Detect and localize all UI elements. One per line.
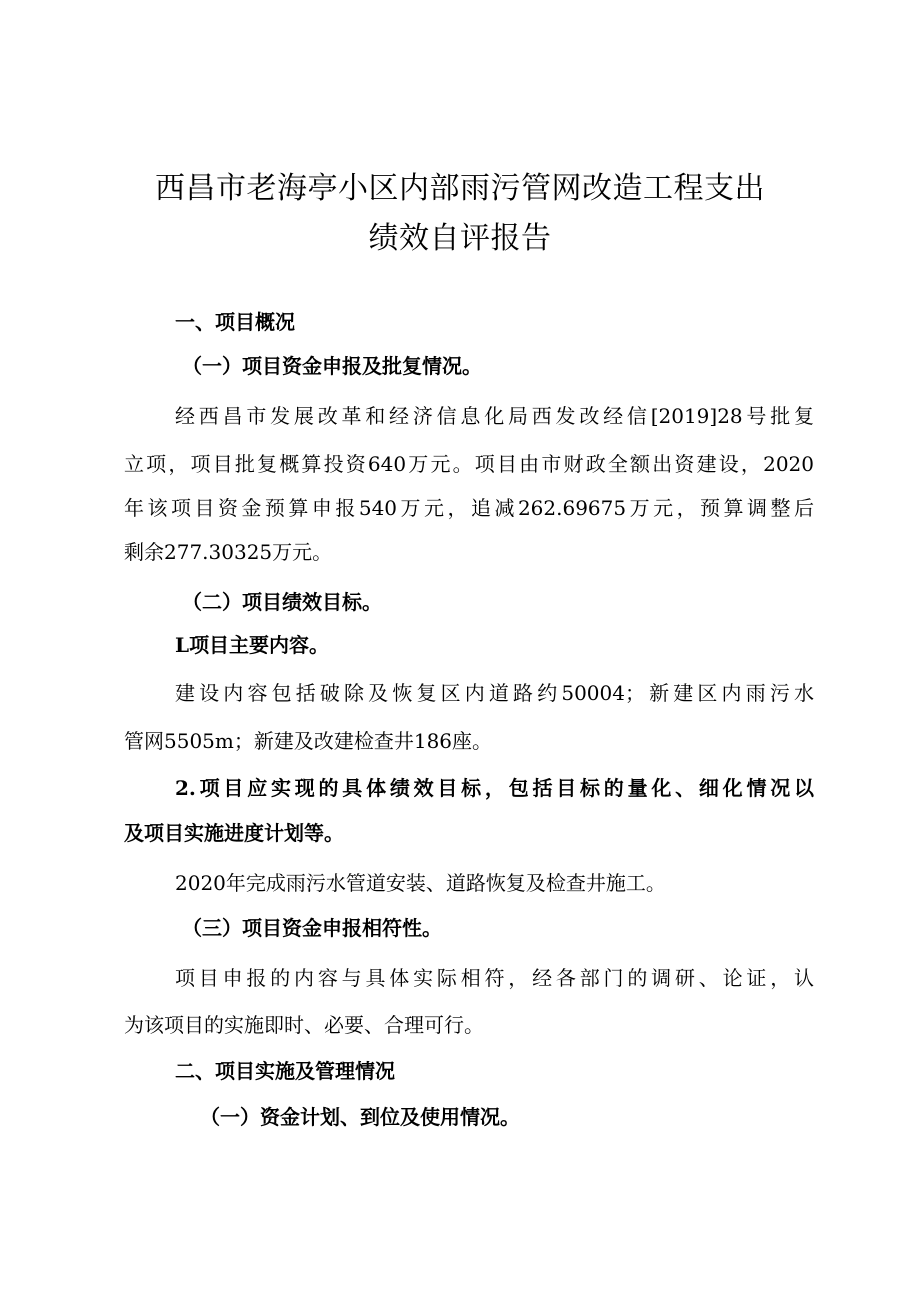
paragraph-4-line-2: 为该项目的实施即时、必要、合理可行。 [124,1013,484,1037]
paragraph-1-line-3: 年该项目资金预算申报540万元，追减262.69675万元，预算调整后 [124,496,814,520]
section-heading-1: 一、项目概况 [175,310,295,334]
paragraph-2-line-2: 管网5505m；新建及改建检查井186座。 [124,729,493,753]
section-heading-2: 二、项目实施及管理情况 [175,1059,395,1083]
paragraph-1-line-2: 立项，项目批复概算投资640万元。项目由市财政全额出资建设，2020 [124,452,814,476]
paragraph-3: 2020年完成雨污水管道安装、道路恢复及检查井施工。 [175,871,666,895]
paragraph-1-line-1: 经西昌市发展改革和经济信息化局西发改经信[2019]28号批复 [175,404,814,428]
item-1-heading: L项目主要内容。 [175,633,330,657]
report-title-line1: 西昌市老海亭小区内部雨污管网改造工程支出 [155,171,765,206]
subsection-heading-1-1: （一）项目资金申报及批复情况。 [182,354,482,378]
report-title-line2: 绩效自评报告 [368,221,552,256]
item-2-heading-line-2: 及项目实施进度计划等。 [124,821,344,845]
paragraph-1-line-4: 剩余277.30325万元。 [124,540,333,564]
subsection-heading-1-2: （二）项目绩效目标。 [182,590,382,614]
subsection-heading-1-3: （三）项目资金申报相符性。 [182,916,442,940]
subsection-heading-2-1: （一）资金计划、到位及使用情况。 [200,1105,520,1129]
paragraph-4-line-1: 项目申报的内容与具体实际相符，经各部门的调研、论证，认 [175,966,814,990]
item-2-heading-line-1: 2.项目应实现的具体绩效目标，包括目标的量化、细化情况以 [175,776,814,800]
paragraph-2-line-1: 建设内容包括破除及恢复区内道路约50004；新建区内雨污水 [175,681,814,705]
